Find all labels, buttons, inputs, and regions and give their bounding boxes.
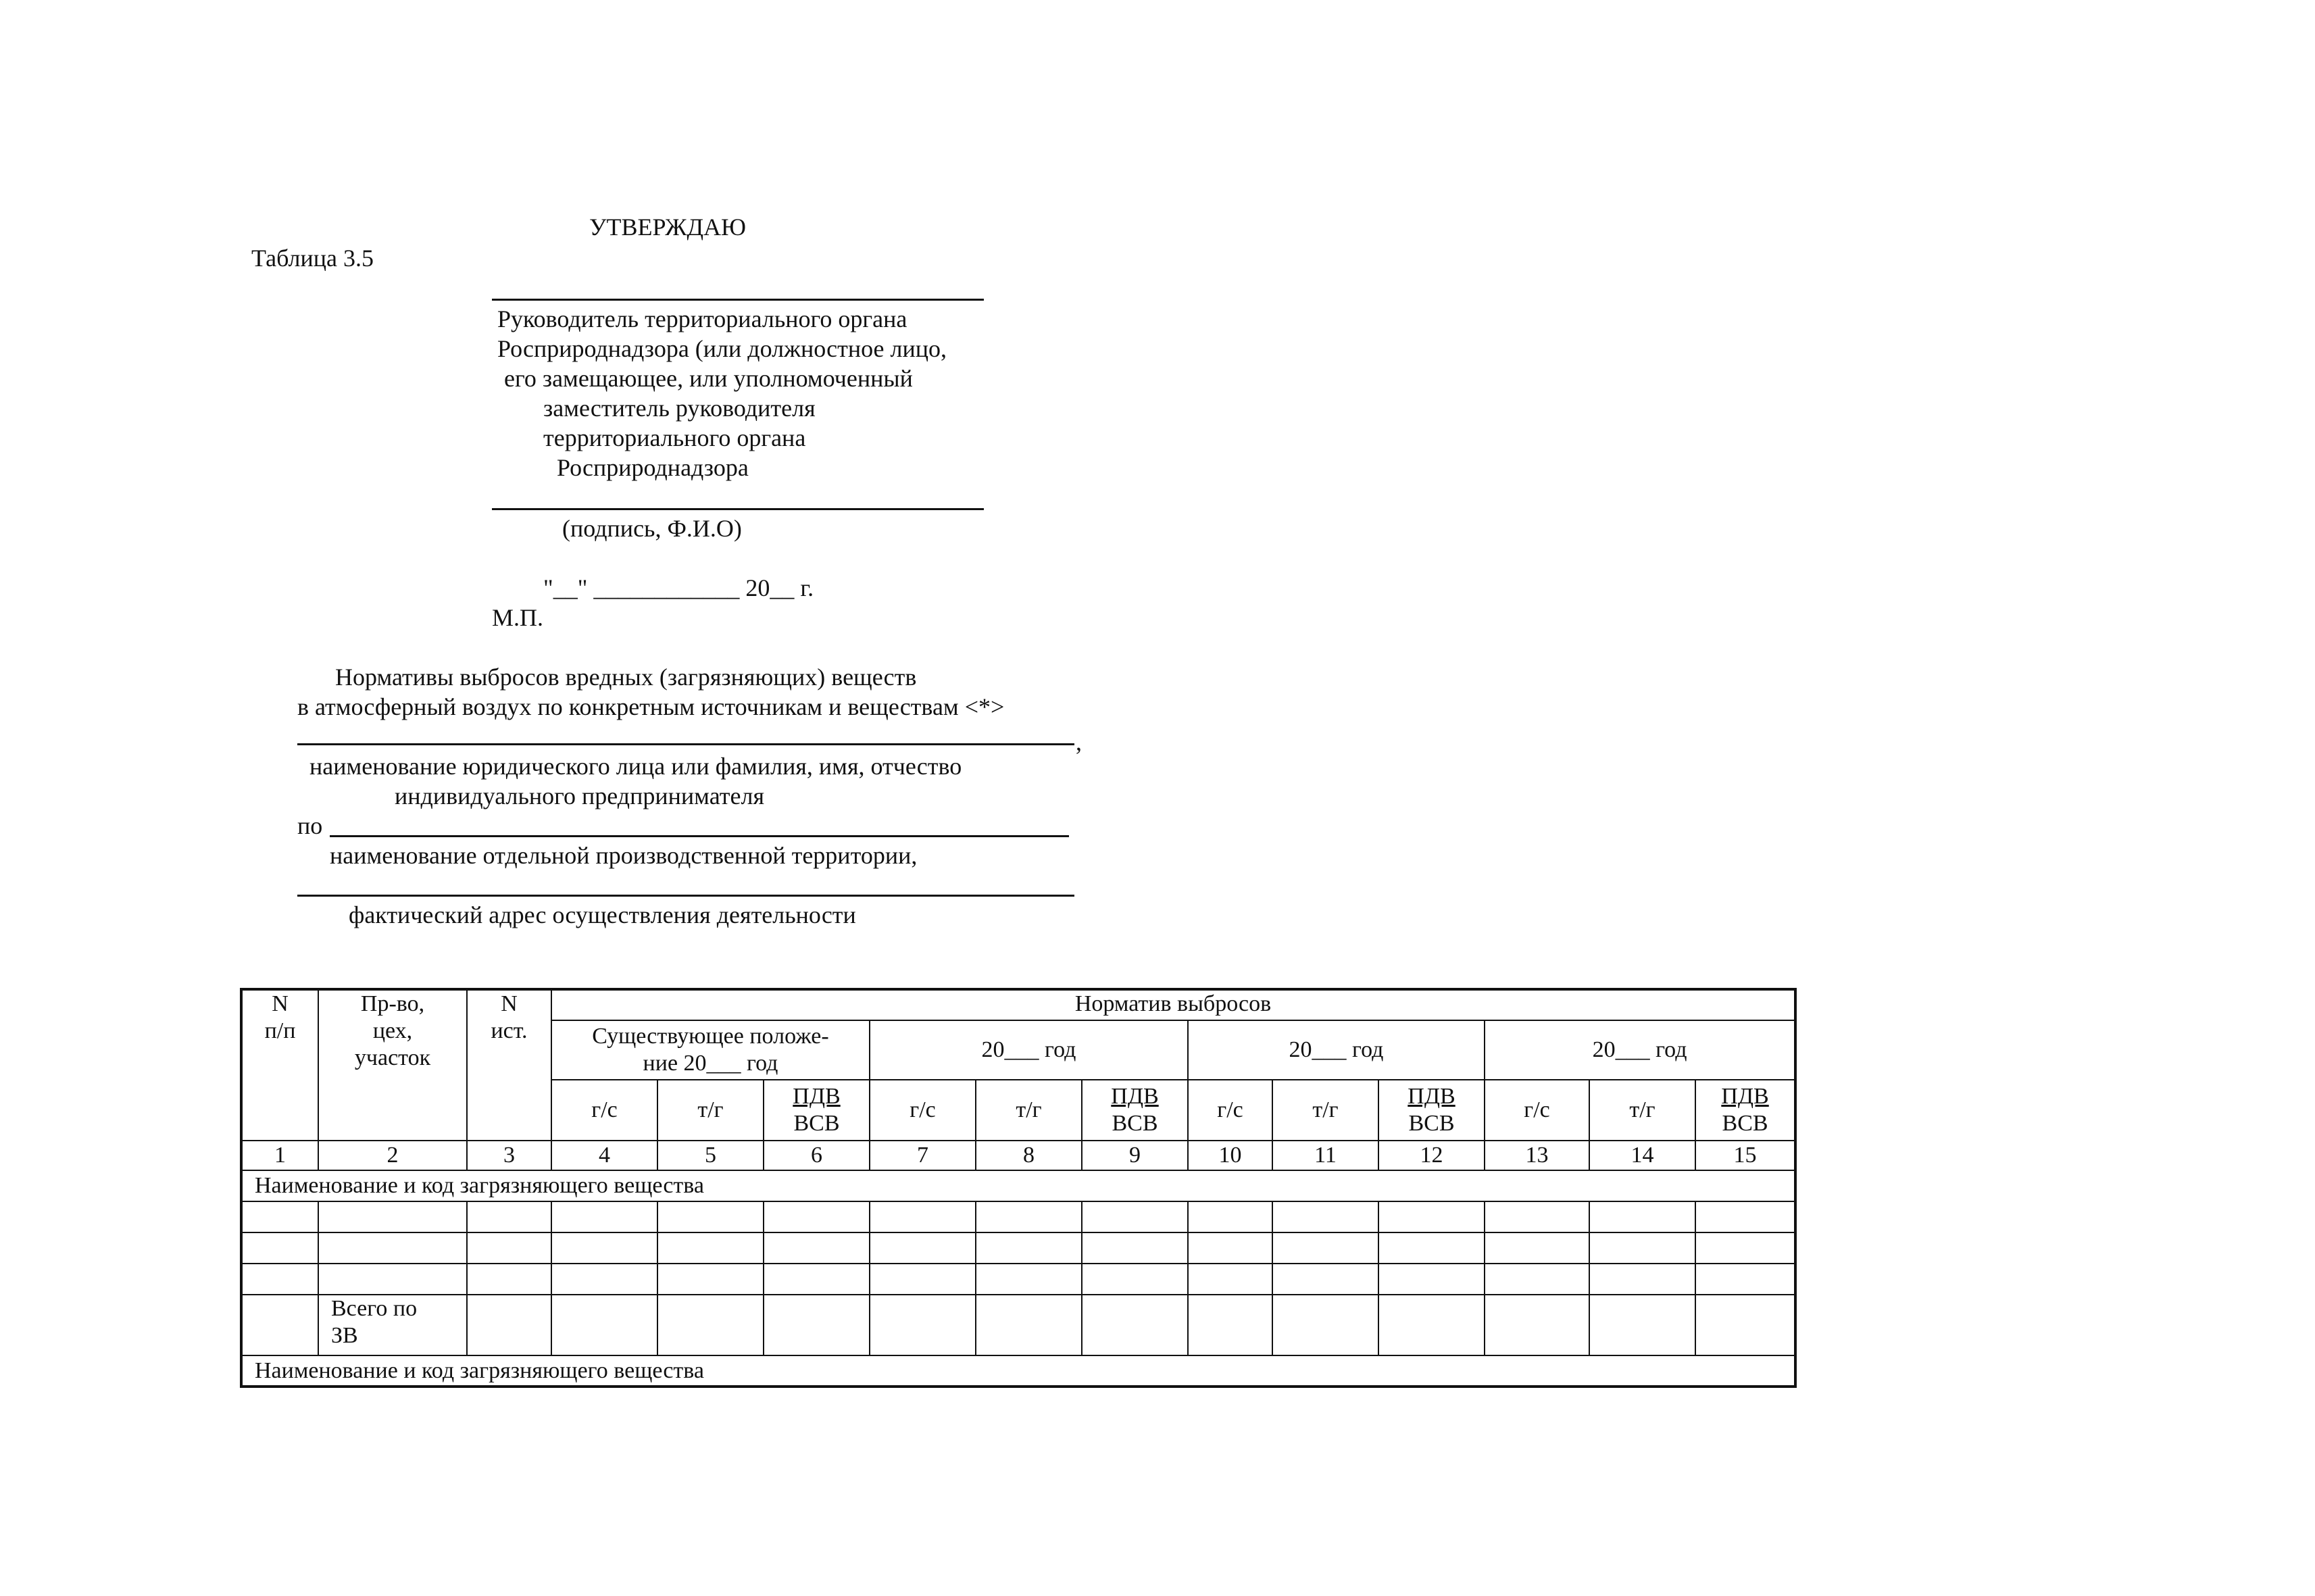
header-year-1: 20___ год: [870, 1020, 1188, 1080]
column-number: 10: [1188, 1141, 1272, 1170]
header-existing: Существующее положе- ние 20___ год: [551, 1020, 870, 1080]
column-number: 4: [551, 1141, 657, 1170]
signature-line-top: [492, 299, 984, 301]
head-line-4: заместитель руководителя: [543, 395, 816, 422]
table-row: [241, 1201, 1795, 1232]
table-number: Таблица 3.5: [251, 245, 374, 272]
column-number: 1: [241, 1141, 318, 1170]
header-norm: Норматив выбросов: [551, 989, 1795, 1020]
po-label: по: [297, 812, 323, 839]
head-line-3: его замещающее, или уполномоченный: [504, 365, 913, 392]
heading-line-1: Нормативы выбросов вредных (загрязняющих) веществ: [335, 664, 917, 691]
column-number: 14: [1589, 1141, 1695, 1170]
substance-name-row: Наименование и код загрязняющего вещества: [241, 1355, 1795, 1387]
territory-line: [330, 835, 1069, 837]
total-label: Всего по ЗВ: [318, 1295, 467, 1355]
unit-gs: г/с: [870, 1080, 976, 1141]
unit-tg: т/г: [1272, 1080, 1378, 1141]
signature-caption: (подпись, Ф.И.О): [562, 515, 742, 542]
unit-gs: г/с: [551, 1080, 657, 1141]
column-number: 5: [657, 1141, 764, 1170]
column-number: 3: [467, 1141, 551, 1170]
date-line: "__" ____________ 20__ г.: [543, 574, 814, 601]
entity-caption-2: индивидуального предпринимателя: [395, 782, 764, 809]
table-row: [241, 1264, 1795, 1295]
unit-pdv-vsv: ПДВ ВСВ: [764, 1080, 870, 1141]
address-line: [297, 895, 1074, 897]
emissions-norm-table: [240, 988, 1797, 1388]
territory-caption: наименование отдельной производственной территории,: [330, 842, 918, 869]
unit-gs: г/с: [1485, 1080, 1589, 1141]
substance-name-row: Наименование и код загрязняющего вещества: [241, 1170, 1795, 1201]
header-np: N п/п: [241, 989, 318, 1141]
unit-tg: т/г: [657, 1080, 764, 1141]
unit-pdv-vsv: ПДВ ВСВ: [1378, 1080, 1485, 1141]
approve-title: УТВЕРЖДАЮ: [589, 214, 747, 241]
header-year-3: 20___ год: [1485, 1020, 1795, 1080]
column-number-row: [241, 1141, 1795, 1170]
header-year-2: 20___ год: [1188, 1020, 1485, 1080]
column-number: 12: [1378, 1141, 1485, 1170]
unit-pdv-vsv: ПДВ ВСВ: [1695, 1080, 1795, 1141]
unit-gs: г/с: [1188, 1080, 1272, 1141]
unit-tg: т/г: [1589, 1080, 1695, 1141]
column-number: 7: [870, 1141, 976, 1170]
column-number: 9: [1082, 1141, 1188, 1170]
column-number: 8: [976, 1141, 1082, 1170]
heading-line-2: в атмосферный воздух по конкретным источникам и веществам <*>: [297, 693, 1005, 720]
stamp-label: М.П.: [492, 604, 544, 631]
head-line-1: Руководитель территориального органа: [497, 305, 907, 332]
column-number: 15: [1695, 1141, 1795, 1170]
head-line-6: Росприроднадзора: [557, 454, 749, 481]
unit-pdv-vsv: ПДВ ВСВ: [1082, 1080, 1188, 1141]
header-source: N ист.: [467, 989, 551, 1141]
header-unit: Пр-во, цех, участок: [318, 989, 467, 1141]
unit-tg: т/г: [976, 1080, 1082, 1141]
table-row: [241, 1232, 1795, 1264]
entity-line-comma: ,: [1076, 728, 1082, 755]
entity-line: [297, 743, 1074, 745]
head-line-2: Росприроднадзора (или должностное лицо,: [497, 335, 947, 362]
column-number: 2: [318, 1141, 467, 1170]
column-number: 13: [1485, 1141, 1589, 1170]
address-caption: фактический адрес осуществления деятельности: [349, 901, 856, 928]
column-number: 6: [764, 1141, 870, 1170]
total-row: [241, 1295, 1795, 1355]
head-line-5: территориального органа: [543, 424, 806, 451]
signature-line: [492, 508, 984, 510]
column-number: 11: [1272, 1141, 1378, 1170]
entity-caption-1: наименование юридического лица или фамилия, имя, отчество: [309, 753, 962, 780]
